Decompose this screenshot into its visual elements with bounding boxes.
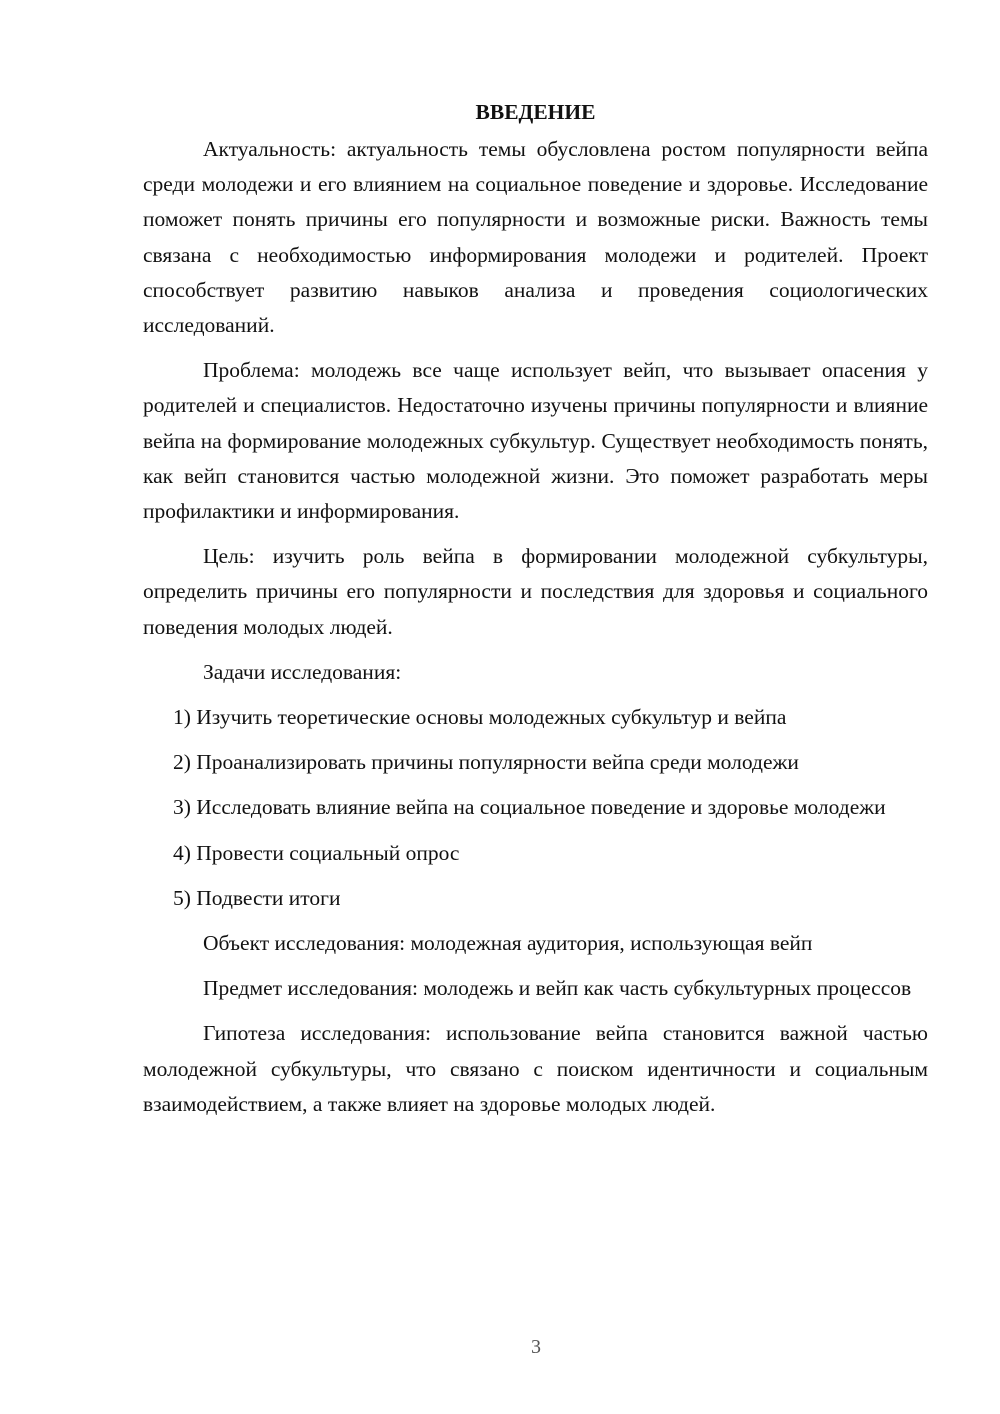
page-number: 3 — [531, 1336, 541, 1358]
section-title: ВВЕДЕНИЕ — [475, 100, 596, 124]
task-item-3: 3) Исследовать влияние вейпа на социальное поведение и здоровье молодежи — [173, 795, 886, 820]
tasks-heading: Задачи исследования: — [203, 659, 402, 684]
goal-paragraph: Цель: изучить роль вейпа в формировании молодежной субкультуры, определить причины его популярности и последствия для здоровья и социального поведения молодых людей. — [143, 544, 928, 639]
task-item-4: 4) Провести социальный опрос — [173, 840, 460, 865]
task-item-2: 2) Проанализировать причины популярности вейпа среди молодежи — [173, 750, 799, 775]
document-page — [143, 95, 928, 1132]
relevance-paragraph: Актуальность: актуальность темы обусловлена ростом популярности вейпа среди молодежи и его влиянием на социальное поведение и здоровье. Исследование поможет понять причины его популярности и возможные риски. Важность темы связана с необходимостью информирования молодежи и родителей. Проект способствует развитию навыков анализа и проведения социологических исследований. — [143, 137, 928, 338]
hypothesis-paragraph: Гипотеза исследования: использование вейпа становится важной частью молодежной субкультуры, что связано с поиском идентичности и социальным взаимодействием, а также влияет на здоровье молодых людей. — [143, 1021, 928, 1116]
task-item-1: 1) Изучить теоретические основы молодежных субкультур и вейпа — [173, 705, 787, 730]
task-item-5: 5) Подвести итоги — [173, 885, 341, 910]
object-paragraph: Объект исследования: молодежная аудитория, использующая вейп — [203, 931, 813, 956]
subject-paragraph: Предмет исследования: молодежь и вейп как часть субкультурных процессов — [203, 976, 912, 1001]
problem-paragraph: Проблема: молодежь все чаще использует вейп, что вызывает опасения у родителей и специалистов. Недостаточно изучены причины популярности и влияние вейпа на формирование молодежных субкультур. Существует необходимость понять, как вейп становится частью молодежной жизни. Это поможет разработать меры профилактики и информирования. — [143, 358, 928, 524]
